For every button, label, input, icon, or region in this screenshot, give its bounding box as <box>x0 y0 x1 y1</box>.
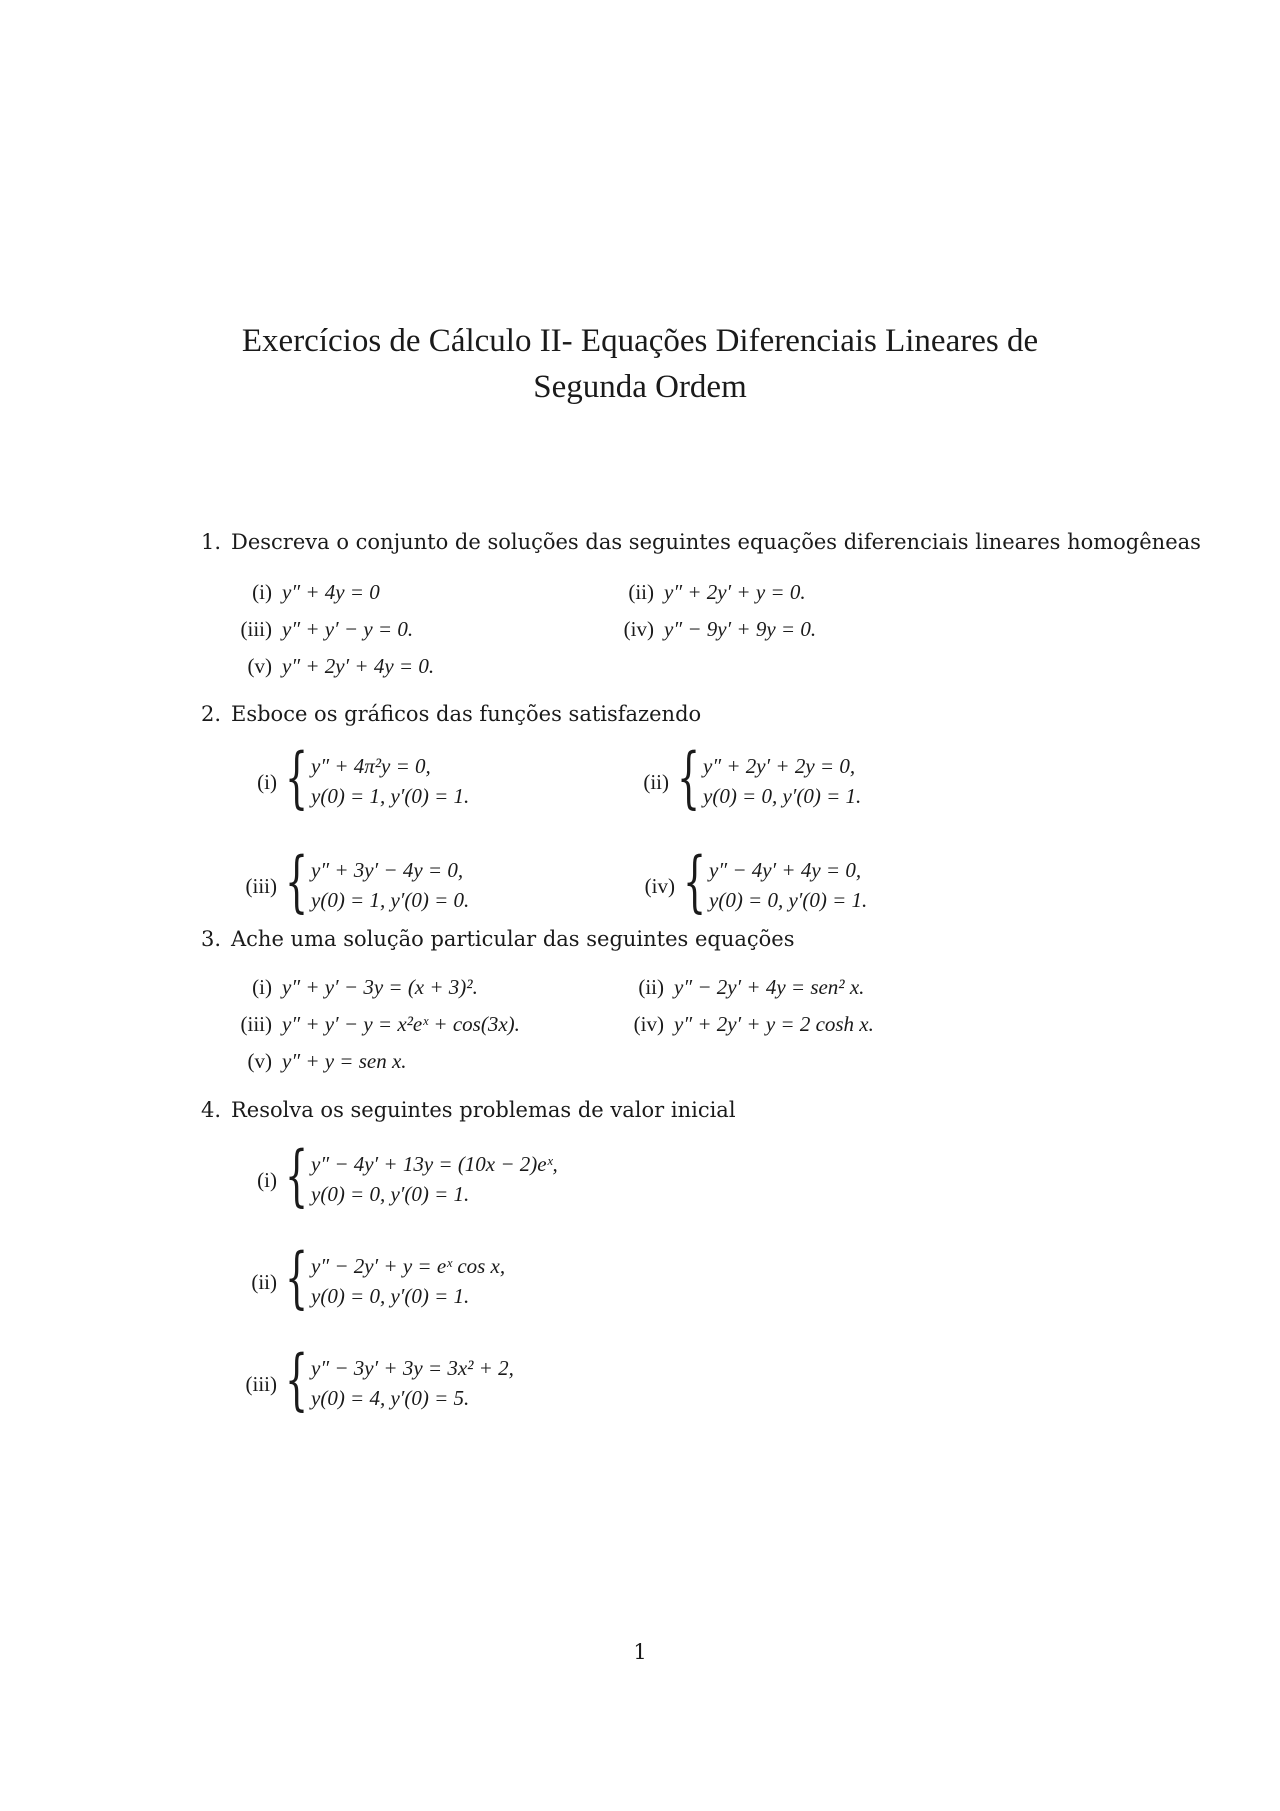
system-initial-conditions: y(0) = 1, y′(0) = 1. <box>311 784 470 808</box>
system-equation: y″ + 2y′ + 2y = 0, <box>703 754 856 778</box>
system-label: (ii) <box>251 1270 277 1294</box>
system-label: (ii) <box>643 770 669 794</box>
system-label: (iii) <box>245 874 277 898</box>
item-label: (i) <box>252 580 272 604</box>
title-line-2: Segunda Ordem <box>533 369 747 405</box>
left-brace: { <box>677 739 701 816</box>
system-equation: y″ − 4y′ + 13y = (10x − 2)eˣ, <box>311 1152 558 1176</box>
system-initial-conditions: y(0) = 0, y′(0) = 1. <box>311 1182 470 1206</box>
left-brace: { <box>683 843 707 920</box>
problem-2-heading <box>201 702 701 726</box>
problem-1-item-v <box>236 654 434 679</box>
item-label: (iii) <box>240 617 272 641</box>
system-equation: y″ + 4π²y = 0, <box>311 754 431 778</box>
problem-3-item-ii <box>628 975 864 1000</box>
equation: y″ − 2y′ + 4y = sen² x. <box>674 975 865 999</box>
item-label: (iv) <box>623 617 654 641</box>
item-label: (v) <box>247 654 272 678</box>
document-title <box>0 318 1280 410</box>
title-line-1: Exercícios de Cálculo II- Equações Diferenciais Lineares de <box>241 323 1039 359</box>
equation: y″ + y = sen x. <box>282 1049 407 1073</box>
equation: y″ + 2y′ + y = 0. <box>664 580 806 604</box>
problem-text: Resolva os seguintes problemas de valor inicial <box>231 1098 736 1122</box>
system-label: (iii) <box>245 1372 277 1396</box>
problem-1-item-ii <box>618 580 806 605</box>
problem-number: 1. <box>201 530 222 554</box>
problem-1-item-iii <box>236 617 413 642</box>
item-label: (ii) <box>638 975 664 999</box>
problem-1-item-i <box>236 580 380 605</box>
system-equation: y″ − 4y′ + 4y = 0, <box>709 858 862 882</box>
item-label: (v) <box>247 1049 272 1073</box>
problem-4-heading <box>201 1098 736 1122</box>
problem-text: Ache uma solução particular das seguintes equações <box>231 927 795 951</box>
page-number: 1 <box>633 1640 647 1664</box>
system-equation: y″ − 2y′ + y = eˣ cos x, <box>311 1254 506 1278</box>
equation: y″ + y′ − 3y = (x + 3)². <box>282 975 478 999</box>
left-brace: { <box>285 1341 309 1418</box>
system-initial-conditions: y(0) = 0, y′(0) = 1. <box>709 888 868 912</box>
left-brace: { <box>285 1239 309 1316</box>
problem-text: Descreva o conjunto de soluções das seguintes equações diferenciais lineares homogêneas <box>231 530 1201 554</box>
item-label: (i) <box>252 975 272 999</box>
item-label: (iv) <box>633 1012 664 1036</box>
problem-1-heading <box>201 530 1201 554</box>
system-initial-conditions: y(0) = 1, y′(0) = 0. <box>311 888 470 912</box>
system-label: (i) <box>257 1168 277 1192</box>
equation: y″ + 2y′ + 4y = 0. <box>282 654 435 678</box>
item-label: (ii) <box>628 580 654 604</box>
equation: y″ − 9y′ + 9y = 0. <box>664 617 817 641</box>
problem-number: 4. <box>201 1098 222 1122</box>
left-brace: { <box>285 739 309 816</box>
system-initial-conditions: y(0) = 0, y′(0) = 1. <box>703 784 862 808</box>
system-label: (iv) <box>644 874 675 898</box>
problem-3-item-iv <box>628 1012 874 1037</box>
problem-number: 3. <box>201 927 222 951</box>
problem-3-item-v <box>236 1049 407 1074</box>
problem-number: 2. <box>201 702 222 726</box>
problem-3-item-iii <box>236 1012 520 1037</box>
problem-text: Esboce os gráficos das funções satisfazendo <box>231 702 702 726</box>
equation: y″ + 4y = 0 <box>282 580 380 604</box>
system-initial-conditions: y(0) = 0, y′(0) = 1. <box>311 1284 470 1308</box>
system-label: (i) <box>257 770 277 794</box>
system-equation: y″ − 3y′ + 3y = 3x² + 2, <box>311 1356 514 1380</box>
equation: y″ + y′ − y = x²eˣ + cos(3x). <box>282 1012 520 1036</box>
item-label: (iii) <box>240 1012 272 1036</box>
equation: y″ + y′ − y = 0. <box>282 617 414 641</box>
system-initial-conditions: y(0) = 4, y′(0) = 5. <box>311 1386 470 1410</box>
problem-1-item-iv <box>618 617 816 642</box>
problem-3-heading <box>201 927 795 951</box>
left-brace: { <box>285 1137 309 1214</box>
system-equation: y″ + 3y′ − 4y = 0, <box>311 858 464 882</box>
problem-3-item-i <box>236 975 478 1000</box>
equation: y″ + 2y′ + y = 2 cosh x. <box>674 1012 874 1036</box>
left-brace: { <box>285 843 309 920</box>
